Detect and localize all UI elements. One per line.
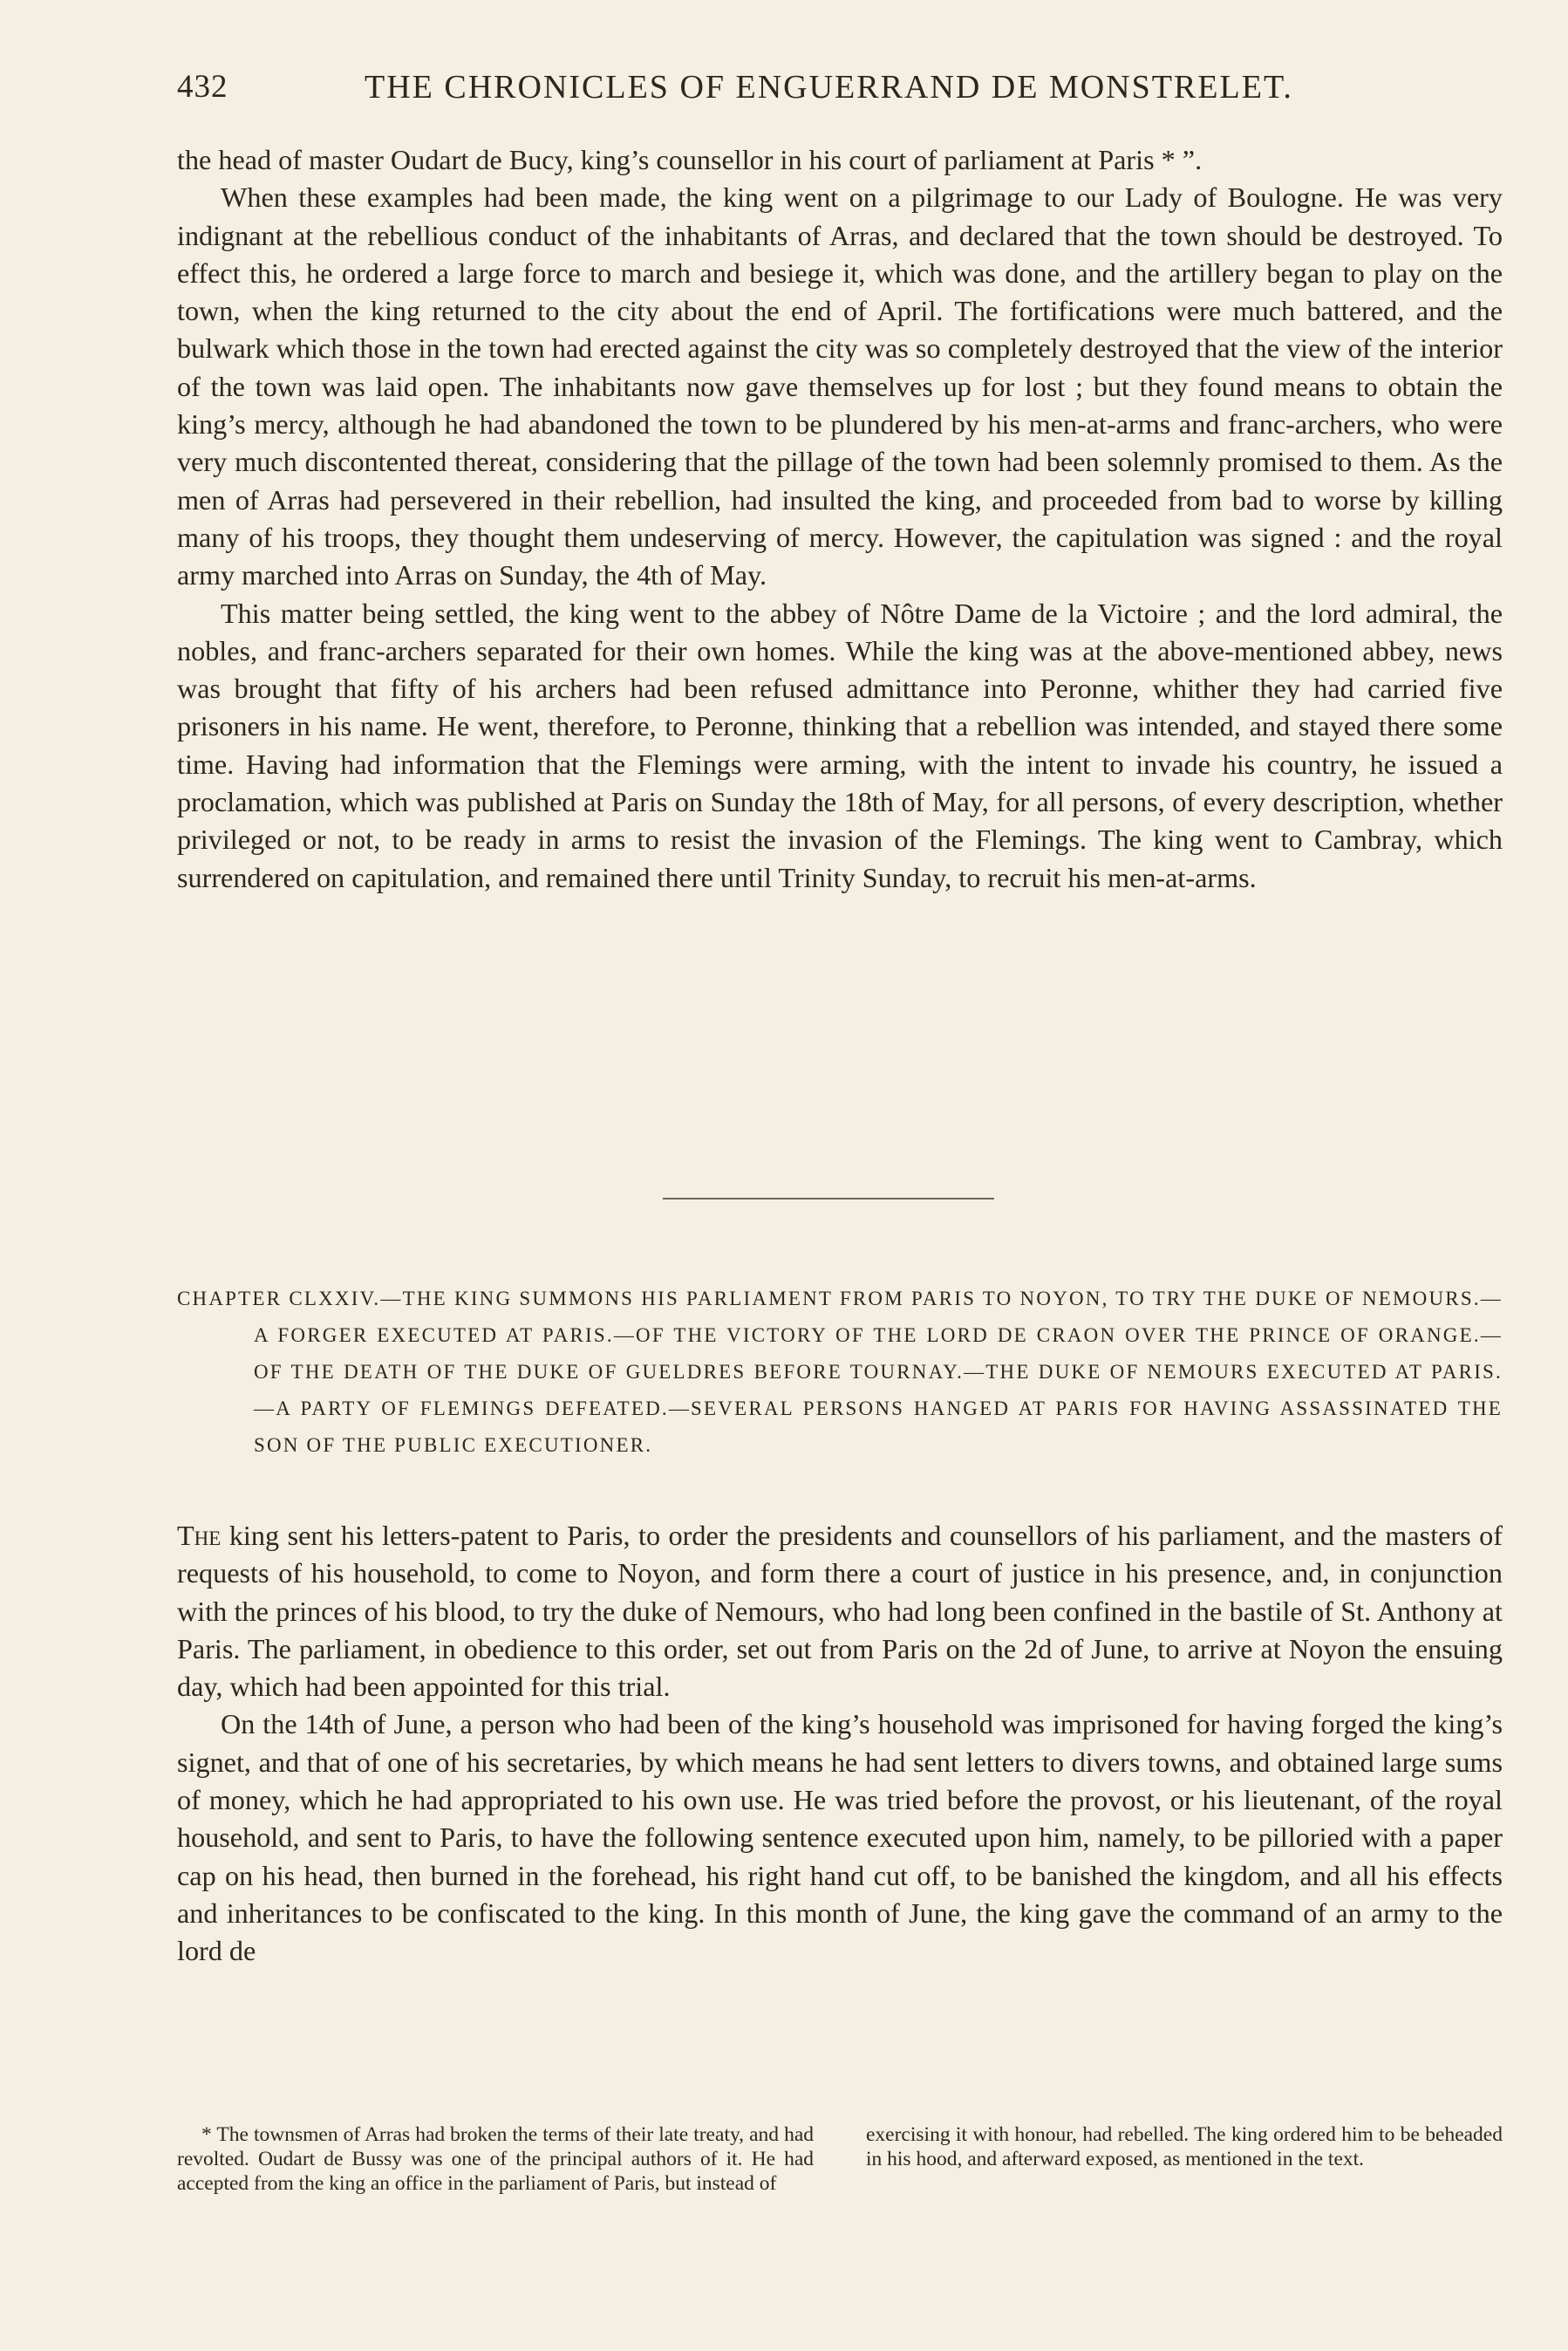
text-block-top: [177, 141, 1503, 897]
footnote-column-right: [866, 2122, 1503, 2196]
chapter-heading: CHAPTER CLXXIV.—THE KING SUMMONS HIS PARLIAMENT FROM PARIS TO NOYON, TO TRY THE DUKE OF NEMOURS.—A FORGER EXECUTED AT PARIS.—OF THE VICTORY OF THE LORD DE CRAON OVER THE PRINCE OF ORANGE.—OF THE DEATH OF THE DUKE OF GUELDRES BEFORE TOURNAY.—THE DUKE OF NEMOURS EXECUTED AT PARIS.—A PARTY OF FLEMINGS DEFEATED.—SEVERAL PERSONS HANGED AT PARIS FOR HAVING ASSASSINATED THE SON OF THE PUBLIC EXECUTIONER.: [177, 1288, 1503, 1456]
footnote-text-left: * The townsmen of Arras had broken the terms of their late treaty, and had revolted. Oudart de Bussy was one of the principal authors of it. He had accepted from the king an office in the parliament of Paris, but instead of: [177, 2123, 814, 2195]
paragraph-letters-patent-text: king sent his letters-patent to Paris, to order the presidents and counsellors of his parliament, and the masters of requests of his household, to come to Noyon, and form there a court of justice in his presence, and, in conjunction with the princes of his blood, to try the duke of Nemours, who had long been confined in the bastile of St. Anthony at Paris. The parliament, in obedience to this order, set out from Paris on the 2d of June, to arrive at Noyon the ensuing day, which had been appointed for this trial.: [177, 1520, 1503, 1703]
running-title: THE CHRONICLES OF ENGUERRAND DE MONSTRELET.: [365, 69, 1293, 106]
text-block-chapter: [177, 1517, 1503, 1971]
page-header: [177, 68, 1503, 120]
opening-word: The: [177, 1520, 222, 1551]
section-divider: [663, 1198, 994, 1199]
paragraph-letters-patent: [177, 1517, 1503, 1705]
footnotes: [177, 2122, 1503, 2196]
footnote-text-right: exercising it with honour, had rebelled. The king ordered him to be beheaded in his hood, and afterward exposed, as mentioned in the text.: [866, 2123, 1503, 2170]
paragraph-victoire: This matter being settled, the king went to the abbey of Nôtre Dame de la Victoire ; and the lord admiral, the nobles, and franc-archers separated for their own homes. While the king was at the above-mentioned abbey, news was brought that fifty of his archers had been refused admittance into Peronne, whither they had carried five prisoners in his name. He went, therefore, to Peronne, thinking that a rebellion was intended, and stayed there some time. Having had information that the Flemings were arming, with the intent to invade his country, he issued a proclamation, which was published at Paris on Sunday the 18th of May, for all persons, of every description, whether privileged or not, to be ready in arms to resist the invasion of the Flemings. The king went to Cambray, which surrendered on capitulation, and remained there until Trinity Sunday, to recruit his men-at-arms.: [177, 597, 1503, 893]
footnote-column-left: [177, 2122, 814, 2196]
paragraph-continuation: the head of master Oudart de Bucy, king’s counsellor in his court of parliament at Paris * ”.: [177, 144, 1203, 175]
paragraph-arras: When these examples had been made, the king went on a pilgrimage to our Lady of Boulogne. He was very indignant at the rebellious conduct of the inhabitants of Arras, and declared that the town should be destroyed. To effect this, he ordered a large force to march and besiege it, which was done, and the artillery began to play on the town, when the king returned to the city about the end of April. The fortifications were much battered, and the bulwark which those in the town had erected against the city was so completely destroyed that the view of the interior of the town was laid open. The inhabitants now gave themselves up for lost ; but they found means to obtain the king’s mercy, although he had abandoned the town to be plundered by his men-at-arms and franc-archers, who were very much discontented thereat, considering that the pillage of the town had been solemnly promised to them. As the men of Arras had persevered in their rebellion, had insulted the king, and proceeded from bad to worse by killing many of his troops, they thought them undeserving of mercy. However, the capitulation was signed : and the royal army marched into Arras on Sunday, the 4th of May.: [177, 181, 1503, 591]
paragraph-forger: On the 14th of June, a person who had been of the king’s household was imprisoned for having forged the king’s signet, and that of one of his secretaries, by which means he had sent letters to divers towns, and obtained large sums of money, which he had appropriated to his own use. He was tried before the provost, or his lieutenant, of the royal household, and sent to Paris, to have the following sentence executed upon him, namely, to be pilloried with a paper cap on his head, then burned in the forehead, his right hand cut off, to be banished the kingdom, and all his effects and inheritances to be confiscated to the king. In this month of June, the king gave the command of an army to the lord de: [177, 1708, 1503, 1967]
page-number: 432: [177, 69, 228, 105]
